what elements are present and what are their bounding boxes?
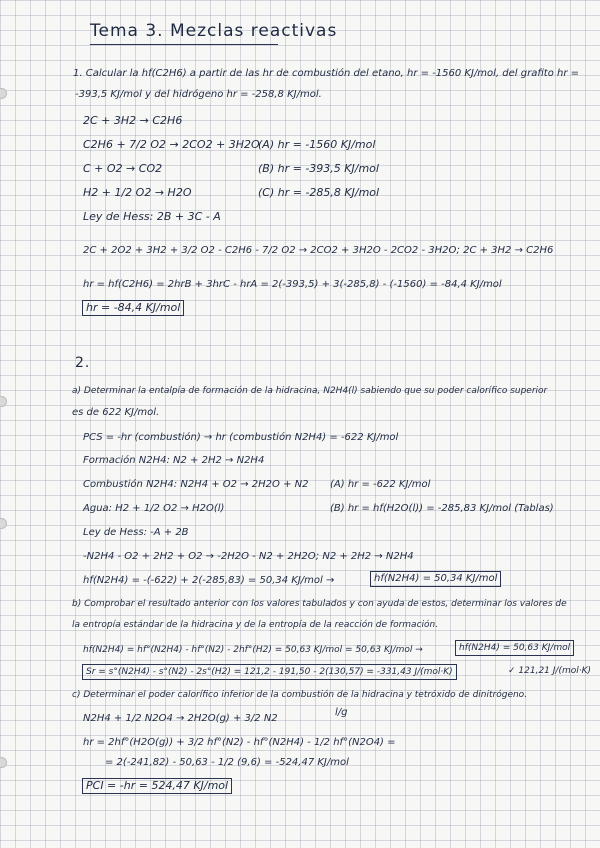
combustion-hydrazine: Combustión N2H4: N2H4 + O2 → 2H2O + N2 bbox=[83, 479, 309, 490]
binder-hole bbox=[0, 518, 7, 529]
tabulated-enthalpy-calc: hf(N2H4) = hf°(N2H4) - hf°(N2) - 2hf°(H2) = 50,63 KJ/mol = 50,63 KJ/mol → bbox=[83, 645, 423, 655]
reaction-formation-ethane: 2C + 3H2 → C2H6 bbox=[83, 114, 183, 127]
binder-hole bbox=[0, 396, 7, 407]
title-underline bbox=[90, 44, 278, 45]
problem-2a-statement-cont: es de 622 KJ/mol. bbox=[72, 407, 160, 418]
water-formation: Agua: H2 + 1/2 O2 → H2O(l) bbox=[83, 503, 225, 514]
problem-1-statement: 1. Calcular la hf(C2H6) a partir de las hr de combustión del etano, hr = -1560 KJ/mol, del grafito hr = bbox=[73, 68, 580, 79]
problem-2b-statement: b) Comprobar el resultado anterior con los valores tabulados y con ayuda de estos, determinar los valores de bbox=[72, 599, 567, 609]
reaction-hydrazine-n2o4: N2H4 + 1/2 N2O4 → 2H2O(g) + 3/2 N2 bbox=[83, 713, 278, 724]
result-1: hr = -84,4 KJ/mol bbox=[82, 300, 184, 316]
reaction-c-enthalpy: (C) hr = -285,8 KJ/mol bbox=[258, 186, 380, 199]
binder-hole bbox=[0, 757, 7, 768]
problem-2-number: 2. bbox=[75, 355, 91, 371]
water-formation-enthalpy: (B) hr = hf(H2O(l)) = -285,83 KJ/mol (Tablas) bbox=[330, 503, 554, 514]
phase-annotation: l/g bbox=[335, 707, 348, 718]
reaction-c: H2 + 1/2 O2 → H2O bbox=[83, 186, 192, 199]
hess-law-2: Ley de Hess: -A + 2B bbox=[83, 527, 189, 538]
pci-enthalpy-calc: = 2(-241,82) - 50,63 - 1/2 (9,6) = -524,47 KJ/mol bbox=[105, 757, 349, 768]
result-2b-enthalpy: hf(N2H4) = 50,63 KJ/mol bbox=[455, 640, 574, 656]
problem-1-statement-cont: -393,5 KJ/mol y del hidrógeno hr = -258,8 KJ/mol. bbox=[75, 89, 322, 100]
reaction-b-enthalpy: (B) hr = -393,5 KJ/mol bbox=[258, 162, 379, 175]
hydrazine-enthalpy-calc: hf(N2H4) = -(-622) + 2(-285,83) = 50,34 KJ/mol → bbox=[83, 575, 335, 586]
formation-hydrazine: Formación N2H4: N2 + 2H2 → N2H4 bbox=[83, 455, 265, 466]
problem-2b-statement-cont: la entropía estándar de la hidracina y de la entropía de la reacción de formación. bbox=[72, 620, 439, 630]
binder-holes bbox=[0, 0, 10, 848]
page-title: Tema 3. Mezclas reactivas bbox=[90, 21, 338, 41]
entropy-hydrazine-value: ✓ 121,21 J/(mol·K) bbox=[508, 666, 591, 676]
result-2c: PCI = -hr = 524,47 KJ/mol bbox=[82, 778, 232, 794]
combustion-hydrazine-enthalpy: (A) hr = -622 KJ/mol bbox=[330, 479, 431, 490]
reaction-a-enthalpy: (A) hr = -1560 KJ/mol bbox=[258, 138, 376, 151]
hess-law-1: Ley de Hess: 2B + 3C - A bbox=[83, 210, 221, 223]
binder-hole bbox=[0, 88, 7, 99]
problem-2c-statement: c) Determinar el poder calorífico inferior de la combustión de la hidracina y tetróxido de dinitrógeno. bbox=[72, 690, 528, 700]
hess-combination-1: 2C + 2O2 + 3H2 + 3/2 O2 - C2H6 - 7/2 O2 → 2CO2 + 3H2O - 2CO2 - 3H2O; 2C + 3H2 → C2H6 bbox=[83, 245, 554, 256]
pcs-relation: PCS = -hr (combustión) → hr (combustión N2H4) = -622 KJ/mol bbox=[83, 432, 399, 443]
hess-combination-2: -N2H4 - O2 + 2H2 + O2 → -2H2O - N2 + 2H2O; N2 + 2H2 → N2H4 bbox=[83, 551, 414, 562]
reaction-a: C2H6 + 7/2 O2 → 2CO2 + 3H2O bbox=[83, 138, 260, 151]
problem-2a-statement: a) Determinar la entalpía de formación de la hidracina, N2H4(l) sabiendo que su poder calorífico superior bbox=[72, 386, 548, 396]
pci-enthalpy-expression: hr = 2hf°(H2O(g)) + 3/2 hf°(N2) - hf°(N2H4) - 1/2 hf°(N2O4) = bbox=[83, 737, 396, 748]
entropy-calc: Sr = s°(N2H4) - s°(N2) - 2s°(H2) = 121,2 - 191,50 - 2(130,57) = -331,43 J/(mol·K) bbox=[82, 664, 457, 680]
enthalpy-calculation-1: hr = hf(C2H6) = 2hrB + 3hrC - hrA = 2(-393,5) + 3(-285,8) - (-1560) = -84,4 KJ/mol bbox=[83, 279, 502, 290]
reaction-b: C + O2 → CO2 bbox=[83, 162, 163, 175]
result-2a: hf(N2H4) = 50,34 KJ/mol bbox=[370, 571, 501, 587]
